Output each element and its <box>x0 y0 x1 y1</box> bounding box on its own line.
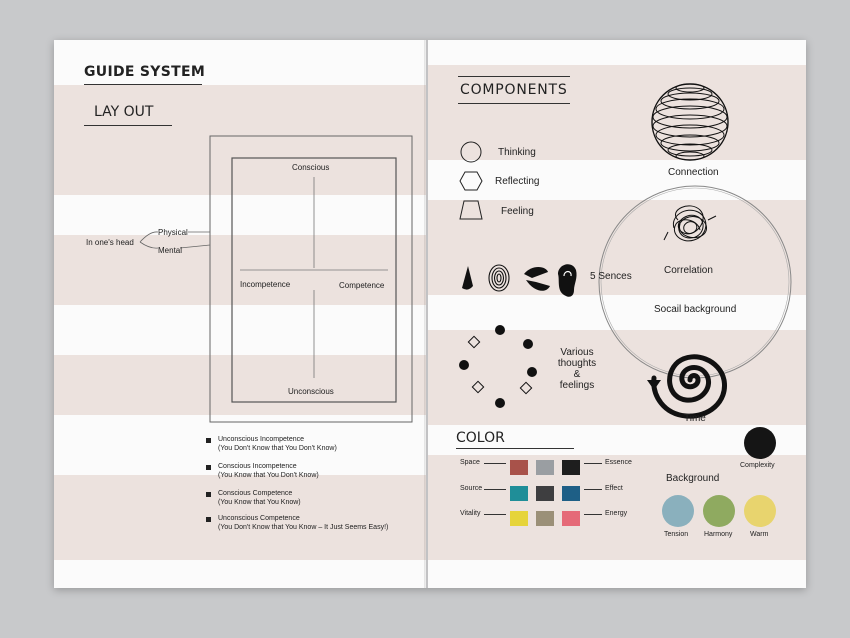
senses-label: 5 Sences <box>590 271 632 282</box>
tension-label: Tension <box>664 531 689 538</box>
connector-line <box>584 489 602 490</box>
background-title: Background <box>666 473 720 484</box>
incompetence-label: Incompetence <box>240 280 291 289</box>
bullet-icon <box>206 438 211 443</box>
nose-icon <box>462 266 473 290</box>
legend-item-desc: (You Know that You Don't Know) <box>218 472 319 479</box>
color-swatch <box>562 486 580 501</box>
fingerprint-icon <box>489 265 509 291</box>
page-title: GUIDE SYSTEM <box>84 64 206 80</box>
right-page <box>428 40 806 588</box>
legend-item <box>218 462 319 480</box>
connector-line <box>584 514 602 515</box>
legend-item <box>218 435 337 453</box>
various-line: thoughts <box>557 358 597 369</box>
connection-label: Connection <box>668 167 719 178</box>
layout-subtitle: LAY OUT <box>94 104 154 120</box>
color-swatch <box>510 460 528 475</box>
tension-dot <box>662 495 694 527</box>
time-label: Time <box>684 413 706 424</box>
connector-line <box>484 463 506 464</box>
color-swatch <box>536 511 554 526</box>
color-title: COLOR <box>456 430 505 446</box>
various-line: & <box>573 369 581 380</box>
color-swatch <box>536 460 554 475</box>
connection-sphere-icon <box>652 84 728 160</box>
complexity-dot <box>744 427 776 459</box>
swatch-row-right-label: Essence <box>605 459 632 466</box>
warm-label: Warm <box>750 531 769 538</box>
mental-label: Mental <box>158 246 183 255</box>
legend-item-title: Unconscious Incompetence <box>218 436 304 443</box>
reflecting-label: Reflecting <box>495 176 540 187</box>
circle-icon <box>461 142 481 162</box>
legend-item <box>218 489 301 507</box>
trapezoid-icon <box>460 201 482 219</box>
mental-connector <box>180 245 210 248</box>
connector-line <box>584 463 602 464</box>
swatch-row-left-label: Source <box>460 485 483 492</box>
warm-dot <box>744 495 776 527</box>
feeling-label: Feeling <box>501 206 534 217</box>
various-thoughts-label <box>554 347 600 391</box>
social-background-label: Socail background <box>654 304 737 315</box>
time-spiral-icon <box>647 357 725 416</box>
thoughts-ring-icon <box>459 325 537 408</box>
mouth-icon <box>526 280 550 291</box>
connector-line <box>484 514 506 515</box>
color-swatch <box>510 511 528 526</box>
color-swatch <box>510 486 528 501</box>
scribble-icon <box>664 206 716 241</box>
eye-icon <box>524 267 548 278</box>
harmony-dot <box>703 495 735 527</box>
thinking-label: Thinking <box>498 147 536 158</box>
swatch-row-left-label: Vitality <box>460 510 481 517</box>
booklet-spread <box>54 40 806 588</box>
social-background-ring <box>599 186 791 378</box>
ear-icon <box>558 264 577 297</box>
color-swatch <box>562 511 580 526</box>
branch-connector <box>140 232 158 248</box>
unconscious-label: Unconscious <box>288 387 334 396</box>
legend-item-desc: (You Don't Know that You Don't Know) <box>218 445 337 452</box>
color-swatch <box>562 460 580 475</box>
bullet-icon <box>206 465 211 470</box>
left-page <box>54 40 426 588</box>
competence-label: Competence <box>339 281 385 290</box>
bullet-icon <box>206 517 211 522</box>
correlation-label: Correlation <box>664 265 713 276</box>
senses-icons <box>462 264 577 297</box>
hexagon-icon <box>460 172 482 190</box>
various-line: Various <box>560 347 594 358</box>
legend-item-desc: (You Don't Know that You Know – It Just Seems Easy!) <box>218 524 389 531</box>
harmony-label: Harmony <box>704 531 733 538</box>
in-ones-head-label: In one's head <box>86 238 134 247</box>
swatch-row-right-label: Energy <box>605 510 628 517</box>
bullet-icon <box>206 492 211 497</box>
legend-item-title: Conscious Incompetence <box>218 463 297 470</box>
legend-item-desc: (You Know that You Know) <box>218 499 301 506</box>
connector-line <box>484 489 506 490</box>
swatch-row-right-label: Effect <box>605 485 623 492</box>
components-title: COMPONENTS <box>460 82 568 98</box>
conscious-label: Conscious <box>292 163 330 172</box>
legend-item-title: Conscious Competence <box>218 490 293 497</box>
legend-item-title: Unconscious Competence <box>218 515 300 522</box>
outer-frame <box>210 136 412 422</box>
swatch-row-left-label: Space <box>460 459 480 466</box>
color-underline <box>456 448 574 449</box>
various-line: feelings <box>559 380 595 391</box>
legend-item <box>218 514 388 532</box>
color-swatch <box>536 486 554 501</box>
physical-label: Physical <box>158 228 188 237</box>
complexity-label: Complexity <box>740 462 775 469</box>
